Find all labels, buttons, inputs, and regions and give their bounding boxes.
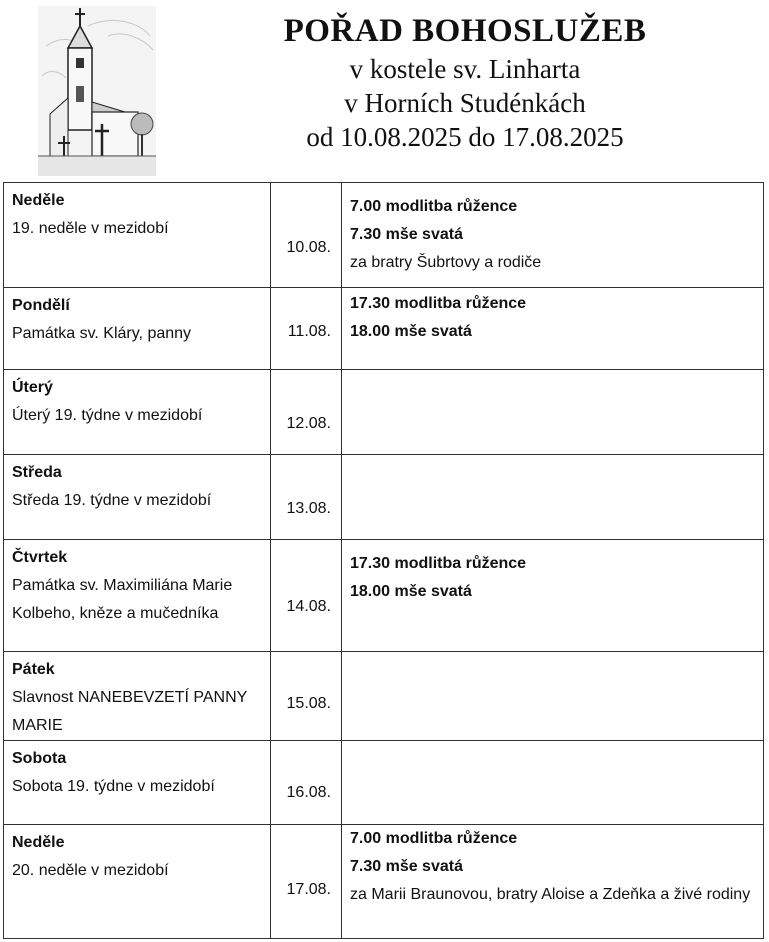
day-name: Sobota — [12, 750, 67, 767]
table-row — [4, 455, 764, 540]
services-cell — [342, 652, 764, 741]
date: 11.08. — [287, 323, 331, 340]
date: 14.08. — [286, 598, 331, 615]
day-name: Neděle — [12, 834, 65, 851]
header-titles — [225, 10, 705, 154]
date: 10.08. — [286, 239, 331, 256]
date-cell — [271, 652, 342, 741]
page-title: POŘAD BOHOSLUŽEB — [283, 13, 647, 49]
day-name: Čtvrtek — [12, 549, 68, 566]
table-row — [4, 741, 764, 825]
day-name: Pondělí — [12, 297, 70, 314]
day-name: Středa — [12, 464, 62, 481]
service-item: 17.30 modlitba růžence — [350, 555, 527, 572]
day-cell — [4, 652, 271, 741]
services-cell — [342, 370, 764, 455]
day-cell — [4, 455, 271, 540]
services-cell — [342, 741, 764, 825]
table-row — [4, 540, 764, 652]
table-row — [4, 288, 764, 370]
date-cell — [271, 455, 342, 540]
services-cell — [342, 288, 764, 370]
service-item: 7.00 modlitba růžence — [350, 830, 518, 847]
table-row — [4, 825, 764, 939]
feast-name: Úterý 19. týdne v mezidobí — [12, 407, 203, 424]
services-cell — [342, 825, 764, 939]
church-name: v kostele sv. Linharta — [349, 54, 581, 84]
day-name: Neděle — [12, 192, 65, 209]
date: 16.08. — [286, 784, 331, 801]
feast-name: Sobota 19. týdne v mezidobí — [12, 778, 215, 795]
date-cell — [271, 370, 342, 455]
date-cell — [271, 741, 342, 825]
service-item: 17.30 modlitba růžence — [350, 295, 527, 312]
header — [0, 0, 769, 180]
service-item: 7.30 mše svatá — [350, 226, 463, 243]
intention: za Marii Braunovou, bratry Aloise a Zdeňka a živé rodiny — [350, 886, 751, 903]
feast-name: 19. neděle v mezidobí — [12, 220, 169, 237]
services-cell — [342, 183, 764, 288]
intention: za bratry Šubrtovy a rodiče — [350, 254, 542, 271]
date-cell — [271, 288, 342, 370]
date: 13.08. — [286, 500, 331, 517]
service-item: 18.00 mše svatá — [350, 323, 472, 340]
service-item: 7.30 mše svatá — [350, 858, 463, 875]
table-row — [4, 183, 764, 288]
feast-name: 20. neděle v mezidobí — [12, 862, 169, 879]
services-cell — [342, 455, 764, 540]
date: 17.08. — [286, 881, 331, 898]
date-cell — [271, 540, 342, 652]
service-item: 7.00 modlitba růžence — [350, 198, 518, 215]
services-cell — [342, 540, 764, 652]
schedule-table — [3, 182, 764, 939]
location: v Horních Studénkách — [344, 88, 586, 118]
feast-name: Památka sv. Kláry, panny — [12, 325, 192, 342]
date: 15.08. — [286, 695, 331, 712]
feast-name: Slavnost NANEBEVZETÍ PANNY MARIE — [12, 689, 248, 734]
table-row — [4, 370, 764, 455]
date-cell — [271, 825, 342, 939]
service-item: 18.00 mše svatá — [350, 583, 472, 600]
church-illustration — [38, 6, 156, 176]
table-row — [4, 652, 764, 741]
feast-name: Památka sv. Maximiliána Marie Kolbeho, kněze a mučedníka — [12, 577, 233, 622]
date-range: od 10.08.2025 do 17.08.2025 — [306, 122, 624, 152]
day-cell — [4, 741, 271, 825]
day-cell — [4, 288, 271, 370]
day-cell — [4, 183, 271, 288]
day-cell — [4, 370, 271, 455]
day-cell — [4, 825, 271, 939]
date-cell — [271, 183, 342, 288]
day-cell — [4, 540, 271, 652]
day-name: Pátek — [12, 661, 55, 678]
day-name: Úterý — [12, 379, 53, 396]
feast-name: Středa 19. týdne v mezidobí — [12, 492, 212, 509]
date: 12.08. — [286, 415, 331, 432]
